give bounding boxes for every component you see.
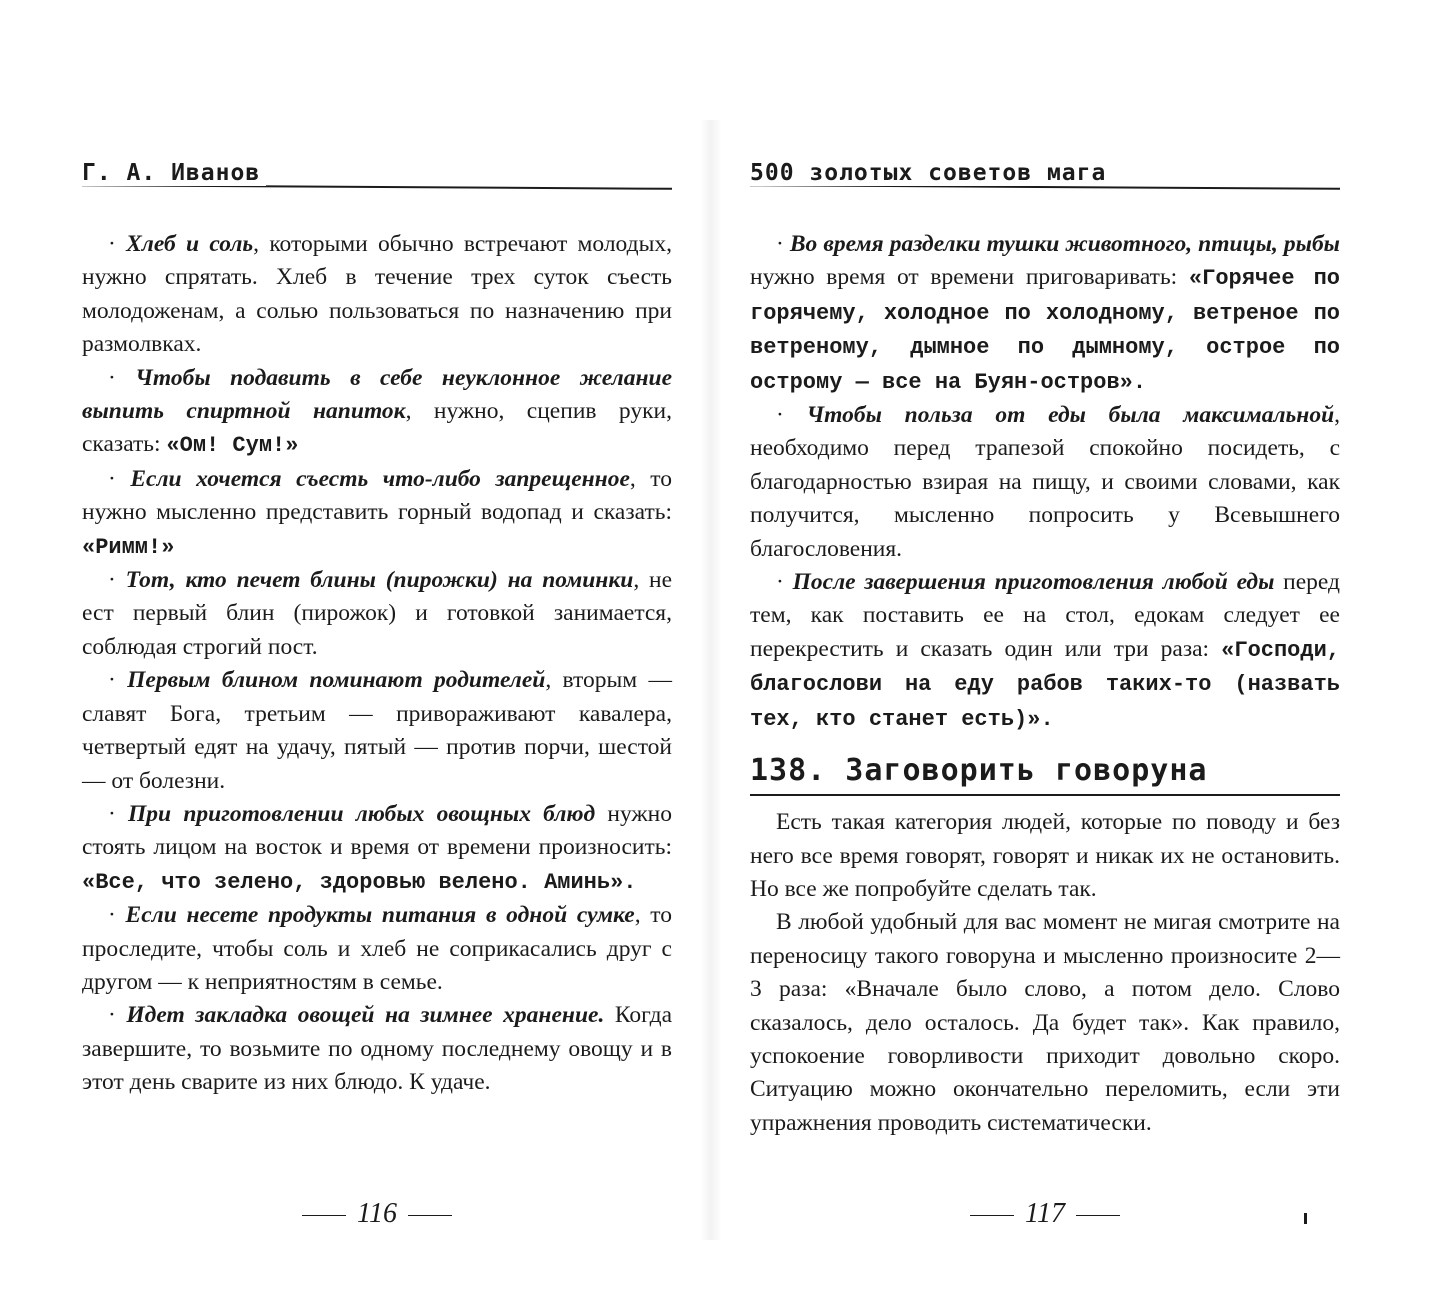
section-body [750, 806, 1340, 1140]
tip-text: , вторым — славят Бога, третьим — привораживают кавалера, четвертый едят на удачу, пятый — против порчи, шестой — от болезни. [82, 667, 672, 794]
spell-text: «Римм!» [82, 534, 175, 560]
tip-paragraph: · Чтобы подавить в себе неуклонное желание выпить спиртной напиток, нужно, сцепив руки, сказать: «Ом! Сум!» [82, 364, 673, 459]
page-number-left [82, 1198, 672, 1230]
book-gutter [700, 120, 722, 1240]
tip-text: , не ест первый блин (пирожок) и готовкой занимается, соблюдая строгий пост. [82, 567, 672, 660]
tip-lead: При приготовлении любых овощных блюд [128, 800, 596, 827]
page-number-value: 116 [357, 1198, 397, 1229]
section-title: 138. Заговорить говоруна [750, 753, 1208, 789]
tip-lead: Идет закладка овощей на зимнее хранение. [126, 1002, 605, 1029]
tip-lead: Чтобы подавить в себе неуклонное желание выпить спиртной напиток [82, 364, 673, 425]
section-text-tail: . Как правило, успокоение говорливости приходит довольно скоро. Ситуацию можно окончательно переломить, если эти упражнения проводить систематически. [750, 1009, 1340, 1136]
tip-paragraph: · Если хочется съесть что-либо запрещенное, то нужно мысленно представить горный водопад и сказать: «Римм!» [82, 465, 673, 560]
section-paragraph [750, 906, 1340, 1140]
folio-dash [970, 1215, 1014, 1216]
page-number-right [750, 1198, 1340, 1230]
book-title: 500 золотых советов мага [750, 160, 1112, 186]
tip-text: Когда завершите, то возьмите по одному последнему овощу и в этот день сварите из них блюдо. К удаче. [82, 1002, 672, 1096]
tip-paragraph: · После завершения приготовления любой еды перед тем, как поставить ее на стол, едокам следует ее перекрестить и сказать один или три раза: «Господи, благослови на еду рабов таких-то (назвать тех, кто станет есть)». [750, 569, 1340, 732]
tip-lead: После завершения приготовления любой еды [792, 569, 1275, 596]
spell-text: «Ом! Сум!» [166, 433, 299, 459]
tip-text: перед тем, как поставить ее на стол, едокам следует ее перекрестить и сказать один или три раза: [750, 569, 1340, 662]
tip-paragraph: · Первым блином поминают родителей, вторым — славят Бога, третьим — привораживают кавалера, четвертый едят на удачу, пятый — против порчи, шестой — от болезни. [82, 667, 672, 794]
tip-paragraph: · Хлеб и соль, которыми обычно встречают молодых, нужно спрятать. Хлеб в течение трех суток съесть молодоженам, а солью пользоваться по назначению при размолвках. [82, 231, 672, 358]
left-page [82, 150, 672, 1230]
tip-text: нужно стоять лицом на восток и время от времени произносить: [82, 800, 672, 861]
folio-dash [408, 1215, 452, 1216]
right-body-text [750, 228, 1340, 736]
tip-lead: Если несете продукты питания в одной сумке [125, 902, 635, 929]
tip-paragraph: · Чтобы польза от еды была максимальной, необходимо перед трапезой спокойно посидеть, с благодарностью взирая на пищу, и своими словами, как получится, мысленно попросить у Всевышнего благословения. [750, 402, 1341, 562]
spell-text: «Вначале было слово, а потом дело. Слово сказалось, дело осталось. Да будет так» [750, 976, 1340, 1036]
tip-paragraph: · Если несете продукты питания в одной сумке, то проследите, чтобы соль и хлеб не соприкасались друг с другом — к неприятностям в семье. [82, 902, 672, 995]
tip-lead: Тот, кто печет блины (пирожки) на поминки [125, 567, 634, 594]
tip-paragraph: · Тот, кто печет блины (пирожки) на поминки, не ест первый блин (пирожок) и готовкой занимается, соблюдая строгий пост. [82, 567, 672, 660]
tip-text: , нужно, сцепив руки, сказать: [82, 398, 672, 458]
tip-text: нужно время от времени приговаривать: [750, 264, 1189, 291]
right-page [750, 150, 1340, 1230]
spell-text: «Все, что зелено, здоровью велено. Аминь». [82, 869, 637, 895]
author-name: Г. А. Иванов [82, 160, 266, 186]
left-running-head [82, 150, 672, 190]
tip-text: , то проследите, чтобы соль и хлеб не соприкасались друг с другом — к неприятностям в семье. [82, 902, 672, 995]
tip-lead: Если хочется съесть что-либо запрещенное [130, 465, 630, 492]
tip-text: , которыми обычно встречают молодых, нужно спрятать. Хлеб в течение трех суток съесть молодоженам, а солью пользоваться по назначению при размолвках. [82, 231, 672, 358]
section-paragraph [750, 806, 1340, 906]
spell-text: «Господи, благослови на еду рабов таких-то (назвать тех, кто станет есть)». [750, 637, 1340, 732]
tip-lead: Чтобы польза от еды была максимальной [806, 402, 1335, 429]
left-body-text [82, 228, 672, 1100]
spell-text: «Горячее по горячему, холодное по холодному, ветреное по ветреному, дымное по дымному, острое по острому — все на Буян-остров». [750, 266, 1340, 395]
tip-paragraph: · При приготовлении любых овощных блюд нужно стоять лицом на восток и время от времени произносить: «Все, что зелено, здоровью велено. Аминь». [82, 800, 672, 895]
tip-lead: Хлеб и соль [126, 231, 254, 257]
folio-dash [1076, 1215, 1120, 1216]
tip-text: , то нужно мысленно представить горный водопад и сказать: [82, 465, 673, 526]
folio-dash [302, 1215, 346, 1216]
tip-lead: Во время разделки тушки животного, птицы, рыбы [789, 231, 1340, 257]
section-heading [750, 752, 1340, 796]
tip-paragraph: · Идет закладка овощей на зимнее хранение. Когда завершите, то возьмите по одному последнему овощу и в этот день сварите из них блюдо. К удаче. [82, 1002, 672, 1096]
tip-text: , необходимо перед трапезой спокойно посидеть, с благодарностью взирая на пищу, и своими словами, как получится, мысленно попросить у Всевышнего благословения. [750, 402, 1341, 562]
print-mark [1304, 1213, 1307, 1224]
tip-paragraph: · Во время разделки тушки животного, птицы, рыбы нужно время от времени приговаривать: «Горячее по горячему, холодное по холодному, ветреное по ветреному, дымное по дымному, острое по острому — все на Буян-остров». [750, 231, 1340, 395]
section-text: В любой удобный для вас момент не мигая смотрите на переносицу такого говоруна и мысленно произносите 2—3 раза: [750, 909, 1340, 1003]
right-running-head [750, 150, 1340, 190]
tip-lead: Первым блином поминают родителей [127, 667, 546, 694]
page-number-value: 117 [1025, 1198, 1065, 1229]
section-rule [750, 794, 1340, 796]
section-text: Есть такая категория людей, которые по поводу и без него все время говорят, говорят и никак их не остановить. Но все же попробуйте сделать так. [750, 809, 1340, 902]
